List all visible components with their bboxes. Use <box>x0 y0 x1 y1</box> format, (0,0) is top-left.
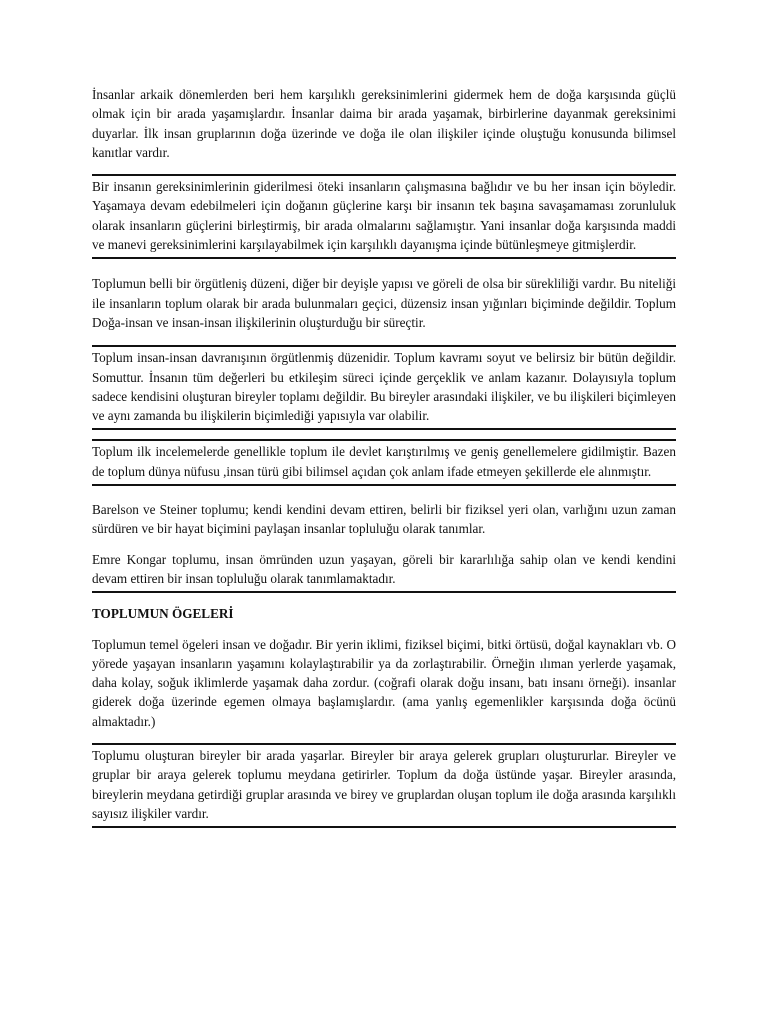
paragraph-block-8 <box>92 633 676 734</box>
paragraph-block-7 <box>92 548 676 594</box>
paragraph-3: Toplumun belli bir örgütleniş düzeni, diğer bir deyişle yapısı ve göreli de olsa bir sürekliliği vardır. Bu niteliği ile insanların toplum olarak bir arada bulunmaları geçici, düzensiz insan yığınları biçiminde değildir. Toplum Doğa-insan ve insan-insan ilişkilerinin oluşturduğu bir süreçtir. <box>92 276 676 330</box>
paragraph-block-3 <box>92 272 676 335</box>
paragraph-4: Toplum insan-insan davranışının örgütlenmiş düzenidir. Toplum kavramı soyut ve belirsiz bir bütün değildir. Somuttur. İnsanın tüm değerleri bu etkileşim süreci içinde gerçeklik ve anlam kazanır. Dolayısıyla toplum sadece kendisini oluşturan bireyler toplamı değildir. Bu bireyler arasındaki ilişkiler, ve bu ilişkileri biçimleyen ve aynı zamanda bu ilişkilerin biçimlediği yapısıyla var olabilir. <box>92 350 676 424</box>
paragraph-8: Toplumun temel ögeleri insan ve doğadır. Bir yerin iklimi, fiziksel biçimi, bitki örtüsü, doğal kaynakları vb. O yörede yaşayan insanların yaşamını kolaylaştırabilir ya da zorlaştırabilir. Örneğin ılıman yerlerde yaşamak, daha kolay, soğuk iklimlerde yaşamak daha zordur. (coğrafi olarak doğu insanı, batı insanı örneği). insanlar giderek doğa üzerinde egemen olmaya başlamışlardır. (ama yanlış egemenlikler karşısında doğa öcünü almaktadır.) <box>92 636 676 729</box>
section-heading: TOPLUMUN ÖGELERİ <box>92 606 234 622</box>
paragraph-6: Barelson ve Steiner toplumu; kendi kendini devam ettiren, belirli bir fiziksel yeri olan, varlığını uzun zaman sürdüren ve bir hayat biçimini paylaşan insanlar topluluğu olarak tanımlar. <box>92 502 676 537</box>
boxed-paragraph-5 <box>92 439 676 486</box>
boxed-paragraph-2 <box>92 174 676 259</box>
paragraph-block-6 <box>92 498 676 542</box>
paragraph-block-1 <box>92 83 676 165</box>
paragraph-7: Emre Kongar toplumu, insan ömründen uzun yaşayan, göreli bir kararlılığa sahip olan ve kendi kendini devam ettiren bir insan topluluğu olarak tanımlamaktadır. <box>92 551 676 586</box>
paragraph-1: İnsanlar arkaik dönemlerden beri hem karşılıklı gereksinimlerini gidermek hem de doğa karşısında güçlü olmak için bir arada yaşamışlardır. İnsanlar daima bir arada yaşamak, birbirlerine dayanmak gereksinimi duyarlar. İlk insan gruplarının doğa üzerinde ve doğa ile olan ilişkiler içinde oluştuğu konusunda bilimsel kanıtlar vardır. <box>92 87 676 160</box>
paragraph-9: Toplumu oluşturan bireyler bir arada yaşarlar. Bireyler bir araya gelerek grupları oluştururlar. Bireyler ve gruplar bir araya gelerek toplumu meydana getirirler. Toplum da doğa üstünde yaşar. Bireyler arasında, bireylerin meydana getirdiği gruplar arasında ve birey ve gruplardan oluşan toplum ile doğa arasında karşılıklı sayısız ilişkiler vardır. <box>92 748 676 821</box>
paragraph-5: Toplum ilk incelemelerde genellikle toplum ile devlet karıştırılmış ve geniş genellemelere gidilmiştir. Bazen de toplum dünya nüfusu ,insan türü gibi bilimsel açıdan çok anlam ifade etmeyen şekillerde ele alınmıştır. <box>92 444 676 479</box>
document-body <box>92 83 676 828</box>
paragraph-2: Bir insanın gereksinimlerinin giderilmesi öteki insanların çalışmasına bağlıdır ve bu her insan için böyledir. Yaşamaya devam edebilmeleri için doğanın güçlerine karşı bir insanın tek başına savaşamaması zorunluluk olarak insanların güçlerini birleştirmiş, bir arada olmalarını sağlamıştır. Yani insanlar doğa karşısında maddi ve manevi gereksinimlerini karşılayabilmek için karşılıklı dayanışma içinde bütünleşmeye gitmişlerdir. <box>92 179 676 253</box>
boxed-paragraph-4 <box>92 345 676 430</box>
boxed-paragraph-9 <box>92 743 676 828</box>
